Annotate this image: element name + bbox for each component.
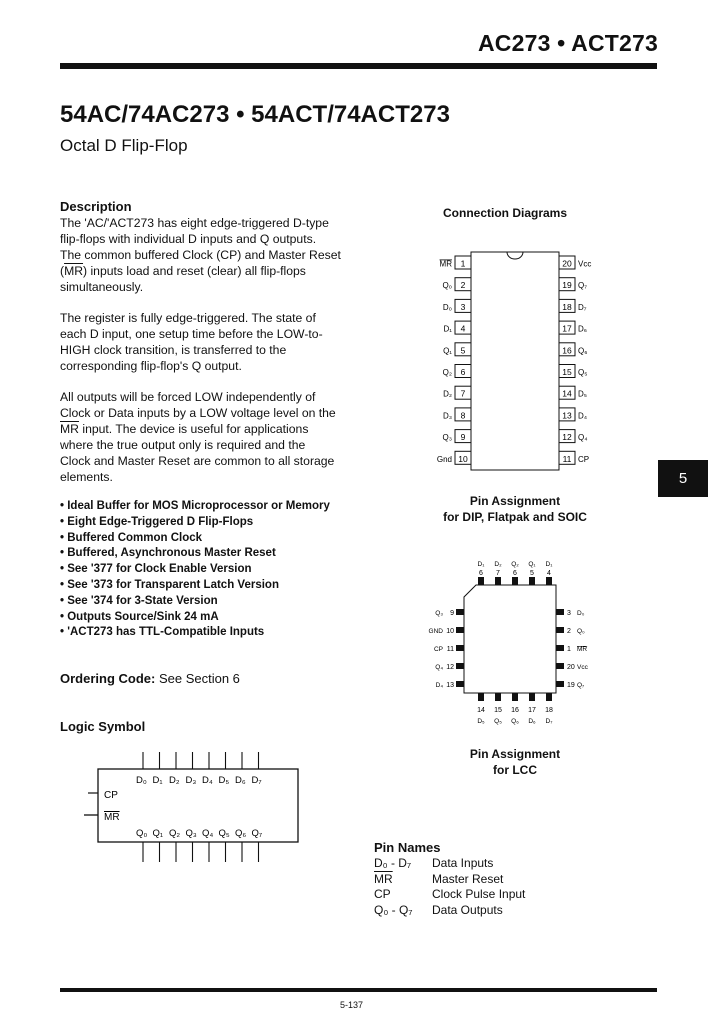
section-tab: 5 (658, 460, 708, 497)
pin-name: $\overline{MR}$ (374, 871, 393, 886)
ordering-code (60, 671, 240, 686)
text-line: All outputs will be forced LOW independently of (60, 390, 316, 404)
top-rule (60, 63, 657, 69)
connection-diagrams-heading: Connection Diagrams (443, 206, 568, 220)
q-output-label: Q₁ (152, 828, 164, 839)
feature-list (60, 499, 330, 641)
d-input-label: D₆ (235, 775, 246, 786)
lcc-pin-number: 6 (479, 570, 483, 577)
dip-caption-line: for DIP, Flatpak and SOIC (443, 510, 587, 524)
lcc-pin-label: D₆ (528, 718, 536, 725)
d-input-label: D₅ (218, 775, 230, 786)
q-output-lines (143, 842, 259, 862)
d-input-lines (143, 752, 259, 769)
text-fragment: input. The device is useful for applications (78, 422, 309, 436)
pin-label: D₄ (578, 411, 588, 421)
text-line: each D input, one setup time before the LOW-to- (60, 327, 323, 341)
pin-number: 3 (460, 301, 466, 312)
lcc-pad (456, 681, 464, 687)
d-input-label: D₄ (202, 775, 213, 786)
text-line: The common buffered Clock (CP) and Master Reset (60, 248, 341, 262)
pin-number: 12 (562, 432, 572, 443)
lcc-pad (456, 645, 464, 651)
pin-description: Data Outputs (432, 902, 503, 917)
d-input-label: D₀ (136, 775, 147, 786)
dip-caption (430, 493, 600, 525)
lcc-pin-number: 10 (446, 628, 454, 635)
pin-label: D₃ (442, 411, 452, 421)
part-title: 54AC/74AC273 • 54ACT/74ACT273 (60, 101, 450, 128)
mr-overline: $\overline{MR}$ (64, 264, 84, 278)
description-heading: Description (60, 199, 132, 214)
lcc-pin-label: Q₆ (511, 718, 519, 725)
logic-symbol-box (98, 769, 298, 842)
lcc-pin-label: Q₇ (577, 682, 585, 689)
pin-label: D₇ (578, 302, 587, 312)
pin-names-row (374, 872, 525, 888)
lcc-pad (556, 681, 564, 687)
lcc-pad (512, 693, 518, 701)
lcc-pad (478, 693, 484, 701)
feature-item: • See '374 for 3-State Version (60, 594, 330, 610)
pin-number: 6 (460, 367, 466, 377)
lcc-caption-line: for LCC (493, 763, 537, 777)
lcc-pin-number: 9 (450, 610, 454, 617)
dip-caption-line: Pin Assignment (469, 494, 561, 508)
feature-item: • Outputs Source/Sink 24 mA (60, 610, 330, 626)
pin-number: 9 (460, 432, 466, 443)
lcc-pad (546, 577, 552, 585)
pin-label: Q₇ (578, 281, 587, 291)
lcc-pin-number: 19 (567, 682, 575, 689)
lcc-pad (546, 693, 552, 701)
d-input-label: D₂ (169, 775, 180, 786)
q-output-label: Q₃ (185, 828, 197, 839)
feature-item: • Buffered Common Clock (60, 531, 330, 547)
lcc-pad (512, 577, 518, 585)
q-output-label: Q₂ (169, 828, 181, 839)
pin-description: Clock Pulse Input (432, 887, 526, 902)
pin-label: D₅ (578, 389, 587, 399)
pin-number: 8 (460, 410, 466, 421)
header-title: AC273 • ACT273 (477, 30, 658, 56)
description-paragraph-1 (60, 215, 350, 295)
q-output-label: Q₀ (136, 828, 148, 839)
lcc-pin-number: 17 (528, 707, 536, 714)
dip-notch (507, 252, 523, 259)
ordering-code-label: Ordering Code: (60, 671, 156, 686)
page-number: 5-137 (340, 1000, 364, 1010)
lcc-pin-label: GND (428, 628, 443, 635)
mr-label: MR (104, 812, 120, 823)
lcc-pin-number: 4 (547, 570, 551, 577)
lcc-pin-number: 11 (446, 646, 454, 653)
pin-label: Q₂ (442, 368, 452, 377)
dip-right-pins (559, 256, 591, 464)
pin-number: 14 (562, 388, 572, 399)
cp-label: CP (104, 790, 118, 801)
pin-number: 10 (458, 453, 468, 464)
text-line: $(\overline{MR})$ inputs load and reset (clear) all flip-flops (60, 264, 306, 278)
pin-label: D₀ (442, 302, 452, 312)
pin-label: Q₄ (578, 433, 588, 443)
lcc-pin-label: D₅ (477, 718, 485, 725)
pin-description: Master Reset (432, 871, 504, 886)
q-output-label: Q₆ (235, 828, 247, 839)
pin-number: 2 (460, 280, 466, 291)
lcc-pin-label: Q₂ (511, 561, 519, 568)
q-output-label: Q₇ (251, 828, 263, 839)
dip-left-pins (437, 256, 471, 464)
pin-number: 4 (460, 323, 466, 334)
q-output-labels (136, 828, 262, 839)
feature-item: • See '377 for Clock Enable Version (60, 562, 330, 578)
text-line: elements. (60, 470, 113, 484)
subtitle: Octal D Flip-Flop (60, 136, 188, 155)
pin-label: Vᴄᴄ (578, 259, 592, 269)
lcc-pin-number: 14 (477, 707, 485, 714)
lcc-pin-number: 3 (567, 610, 571, 617)
pin-number: 13 (562, 410, 572, 421)
d-input-label: D₁ (152, 775, 163, 786)
pin-name: CP (374, 887, 391, 902)
pin-name: D₀ - D₇ (374, 856, 412, 870)
lcc-pin-label: CP (433, 646, 443, 653)
lcc-pin-label: D₁ (545, 561, 553, 568)
feature-item: • See '373 for Transparent Latch Version (60, 578, 330, 594)
pin-number: 1 (460, 258, 466, 269)
lcc-body (464, 585, 556, 693)
lcc-pin-number: 20 (567, 664, 575, 671)
text-line (60, 421, 350, 437)
text-line: HIGH clock transition, is transferred to the (60, 343, 287, 357)
dip-body (471, 252, 559, 470)
pin-number: 18 (562, 301, 572, 312)
lcc-pinout-diagram (420, 555, 600, 735)
lcc-labels (429, 561, 589, 725)
lcc-pin-label: Vᴄᴄ (577, 664, 588, 671)
lcc-pin-label: D₁ (477, 561, 485, 568)
lcc-pin-label: Q₄ (435, 664, 443, 671)
q-output-label: Q₄ (202, 828, 214, 839)
lcc-pin-number: 13 (446, 682, 454, 689)
pin-number: 15 (562, 367, 572, 377)
lcc-pad (529, 577, 535, 585)
lcc-pin-number: 6 (513, 570, 517, 577)
pin-number: 16 (562, 345, 572, 356)
text-line: corresponding flip-flop's Q output. (60, 359, 242, 373)
pin-number: 7 (460, 388, 466, 399)
description-paragraph-2 (60, 310, 350, 374)
pin-number: 17 (562, 323, 572, 334)
lcc-pads (456, 577, 564, 701)
lcc-pin-number: 5 (530, 570, 534, 577)
feature-item: • Eight Edge-Triggered D Flip-Flops (60, 515, 330, 531)
lcc-caption-line: Pin Assignment (469, 747, 561, 761)
text-line: The 'AC/'ACT273 has eight edge-triggered D-type (60, 216, 329, 230)
lcc-pin-label: Q₁ (528, 561, 536, 568)
lcc-pin-number: 2 (567, 628, 571, 635)
lcc-pad (529, 693, 535, 701)
pin-label: Q₆ (578, 346, 588, 356)
pin-names-table (374, 856, 525, 918)
lcc-pin-number: 7 (496, 570, 500, 577)
d-input-labels (136, 775, 262, 786)
dip-pinout-diagram (425, 248, 605, 476)
lcc-caption (430, 746, 600, 778)
lcc-pin-number: 18 (545, 707, 553, 714)
lcc-pin-label: D₂ (494, 561, 502, 568)
lcc-pin-number: 15 (494, 707, 502, 714)
pin-label: D₆ (578, 324, 588, 334)
description-paragraph-3 (60, 389, 350, 485)
pin-label: D₂ (443, 389, 452, 399)
text-line: Clock or Data inputs by a LOW voltage level on the (60, 406, 336, 420)
text-line: The register is fully edge-triggered. The state of (60, 311, 316, 325)
pin-label: MR (439, 259, 452, 269)
pin-names-row (374, 856, 525, 872)
lcc-pin-number: 12 (446, 664, 454, 671)
lcc-pin-label: Q₀ (577, 628, 585, 635)
text-line: where the true output only is required and the (60, 438, 306, 452)
lcc-pin-number: 1 (567, 646, 571, 653)
pin-names-row (374, 903, 525, 919)
lcc-pin-label: D₇ (545, 718, 553, 725)
lcc-pin-label: D₀ (577, 610, 585, 617)
feature-item: • Buffered, Asynchronous Master Reset (60, 546, 330, 562)
ordering-code-text: See Section 6 (158, 671, 240, 686)
pin-number: 19 (562, 280, 572, 291)
d-input-label: D₃ (185, 775, 197, 786)
text-line: flip-flops with individual D inputs and Q outputs. (60, 232, 317, 246)
lcc-pad (495, 577, 501, 585)
text-line: simultaneously. (60, 280, 144, 294)
pin-label: CP (578, 454, 590, 464)
lcc-pin-label: D₄ (435, 682, 443, 689)
pin-names-heading: Pin Names (374, 840, 441, 855)
lcc-pad (478, 577, 484, 585)
pin-number: 11 (562, 453, 572, 464)
pin-number: 20 (562, 258, 572, 269)
mr-overline: $\overline{MR}$ (60, 422, 79, 436)
lcc-pin-label: Q₅ (494, 718, 502, 725)
lcc-pin-number: 16 (511, 707, 519, 714)
bottom-rule (60, 988, 657, 992)
q-output-label: Q₅ (218, 828, 230, 839)
logic-symbol-heading: Logic Symbol (60, 719, 146, 734)
lcc-pad (495, 693, 501, 701)
lcc-pad (456, 627, 464, 633)
pin-name: Q₀ - Q₇ (374, 902, 413, 917)
pin-label: Q₁ (443, 346, 452, 356)
lcc-pad (556, 627, 564, 633)
pin-number: 5 (460, 345, 466, 356)
pin-names-row (374, 887, 525, 903)
pin-label: D₁ (443, 324, 452, 334)
feature-item: • Ideal Buffer for MOS Microprocessor or Memory (60, 499, 330, 515)
pin-description: Data Inputs (432, 856, 494, 870)
lcc-pad (456, 663, 464, 669)
lcc-pin-label: MR (577, 646, 588, 653)
pin-label: Q₀ (442, 281, 452, 291)
lcc-pad (556, 609, 564, 615)
pin-label: Q₅ (578, 368, 588, 377)
text-fragment: ) inputs load and reset (clear) all flip-flops (83, 264, 306, 278)
logic-symbol-diagram (80, 748, 310, 866)
lcc-pad (556, 645, 564, 651)
lcc-pin-label: Q₃ (435, 610, 443, 617)
pin-label: Gnd (436, 454, 452, 464)
lcc-pad (556, 663, 564, 669)
pin-label: Q₃ (442, 433, 452, 443)
lcc-pad (456, 609, 464, 615)
text-line: Clock and Master Reset are common to all storage (60, 454, 335, 468)
d-input-label: D₇ (251, 775, 262, 786)
feature-item: • 'ACT273 has TTL-Compatible Inputs (60, 625, 330, 641)
